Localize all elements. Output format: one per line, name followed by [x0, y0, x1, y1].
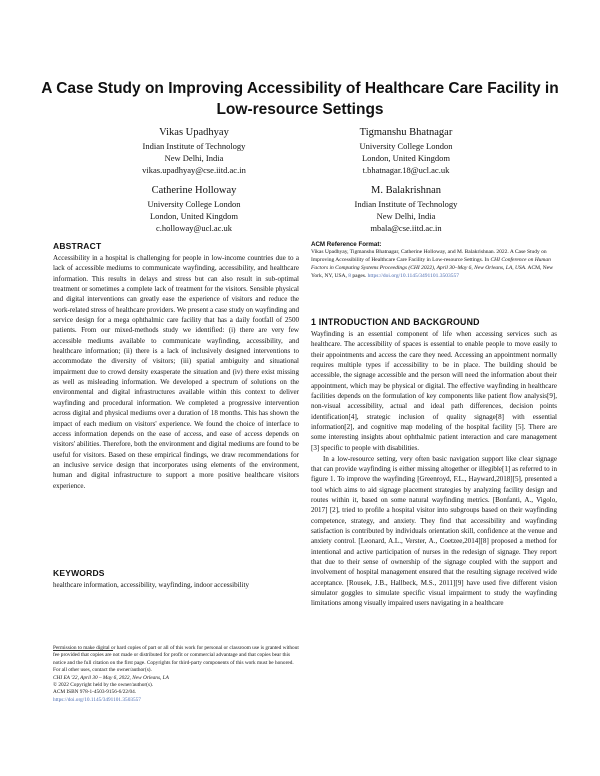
- author-email: mbala@cse.iitd.ac.in: [370, 223, 442, 234]
- reference-doi-link[interactable]: https://doi.org/10.1145/3491101.3503557: [367, 272, 459, 279]
- author-location: London, United Kingdom: [361, 153, 451, 164]
- author-location: New Delhi, India: [164, 153, 224, 164]
- intro-paragraph-2: In a low-resource setting, very often basic navigation support like clear signage that can provide wayfinding is either missing altogether or illegible[1] as referred to in figure 1. To improve the wayfinding [Greenroyd, F.L., Hayward,2018][5], presented a tool which aims to aid signage placement strategies by analyzing facility design and routes within it, based on some natural wayfinding metrics. [Bonfanti, A., Vigolo, 2017] [2], tried to profile a hospital visitor into subgroups based on their wayfinding competence, strategy, and anxiety. They find that accessibility and wayfinding satisfaction is contributed by individuals orientation skill, confidence at the venue and anxiety control. [Leonard, A.L., Verster, A., Coetzee,2014][8] proposed a method for intentional and active participation of nurses in the redesign of signage. They report that due to their sense of ownership of the signage coupled with the support and involvement of hospital management ensured that the resulting signage received wide acceptance. [Rousek, J.B., Hallbeck, M.S., 2011][9] have used five different vision simulator goggles to simulate specific visual impairment to study the wayfinding limitations among visually impaired users navigating in a healthcare: [311, 454, 557, 608]
- pages-link[interactable]: 8: [348, 272, 351, 279]
- author-name: Tigmanshu Bhatnagar: [359, 127, 453, 138]
- author-block: [296, 184, 516, 235]
- author-block: [84, 126, 304, 177]
- author-affiliation: University College London: [359, 141, 453, 151]
- permission-text: Permission to make digital or hard copies of part or all of this work for personal or classroom use is granted without fee provided that copies are not made or distributed for profit or commercial advantage and that copies bear this notice and the full citation on the first page. Copyrights for third-party components of this work must be honored. For all other uses, contact the owner/author(s).: [53, 645, 299, 674]
- author-name: Catherine Holloway: [151, 185, 237, 196]
- abstract-section: [53, 240, 299, 491]
- author-name: Vikas Upadhyay: [159, 127, 229, 138]
- paper-title: A Case Study on Improving Accessibility of Healthcare Care Facility in Low-resource Settings: [41, 80, 559, 118]
- keywords-heading: KEYWORDS: [53, 568, 105, 578]
- author-email: c.holloway@ucl.ac.uk: [155, 223, 233, 234]
- acm-reference-block: [311, 240, 557, 281]
- author-block: [84, 184, 304, 235]
- keywords-text: healthcare information, accessibility, wayfinding, indoor accessibility: [53, 581, 250, 589]
- section-heading: 1 INTRODUCTION AND BACKGROUND: [311, 317, 480, 327]
- isbn-line: ACM ISBN 978-1-4503-9156-6/22/04.: [53, 689, 137, 696]
- author-affiliation: Indian Institute of Technology: [142, 141, 246, 151]
- keywords-section: [53, 567, 299, 590]
- author-block: [296, 126, 516, 177]
- author-location: London, United Kingdom: [149, 211, 239, 222]
- introduction-section: [311, 316, 557, 609]
- conference-line: CHI EA '22, April 30 – May 6, 2022, New Orleans, LA: [53, 674, 169, 681]
- acm-reference-heading: ACM Reference Format:: [311, 241, 382, 248]
- copyright-line: © 2022 Copyright held by the owner/author(s).: [53, 682, 154, 689]
- abstract-text: Accessibility in a hospital is challenging for people in low-income countries due to a lack of accessible mediums to communicate wayfinding, accessibility, and healthcare information. This results in delays and stress but can also result in sub-optimal treatment or sometimes a complete lack of treatment for the visitors. Sensible physical and digital interventions can greatly ease the experience of visitors and reduce the work-related stress of healthcare providers. We present a case study on wayfinding and service design for a mega ophthalmic care facility that has a daily footfall of 2500 patients. From our mixed-methods study we identified: (i) there are very few accessible mediums available to communicate wayfinding, accessibility, and healthcare information; (ii) there is a lack of inclusively designed interventions to accommodate the diversity of visitors; (iii) spatial ambiguity and situational impairment due to crowd density exasperate the situation and (iv) there exist missing as well as misleading information. We developed a spectrum of solutions on the environmental and digital infrastructures available within this context to deliver wayfinding and procedural information. We completed a progressive intervention across digital and physical mediums over a duration of 18 months. This has shown the impact of each medium on visitors' experience. We found the choice of interface to access information depends on the ease of access, and ease of access depends on visitors' abilities. Therefore, both the environment and digital mediums are found to be useful for visitors. Based on these empirical findings, we draw recommendations for an inclusive service design that incorporates using elements of the environment, human and digital infrastructure to support a more positive healthcare visitors experience.: [53, 254, 299, 490]
- author-affiliation: University College London: [147, 199, 241, 209]
- author-name: M. Balakrishnan: [371, 185, 441, 196]
- author-email: t.bhatnagar.18@ucl.ac.uk: [362, 165, 450, 176]
- abstract-heading: ABSTRACT: [53, 241, 102, 251]
- author-affiliation: Indian Institute of Technology: [354, 199, 458, 209]
- intro-paragraph-1: Wayfinding is an essential component of life when accessing services such as healthcare. The accessibility of spaces is essential to enable people to move easily to their appointments and access the care they need. Accessing an appointment normally requires multiple types if accessibility to be in place. The building should be accessible, the signage accessible and the person will need the information about their appointment, which may be physical or digital. The effective wayfinding in healthcare facilities depends on the formulation of key components like patient flow analysis[9], non-visual accessibility, actual and ideal path differences, decision points identification[4], strategic inclusion of quality signage[8] with essential information[2], and cognitive map modeling of the hospital facility [5]. There are some interesting insights about ophthalmic patient interaction and care management [3] specific to people with disabilities.: [311, 330, 557, 452]
- permission-block: [53, 645, 299, 704]
- footnote-rule: [53, 650, 113, 651]
- acm-reference-text: Vikas Upadhyay, Tigmanshu Bhatnagar, Catherine Holloway, and M. Balakrishnan. 2022. A Case Study on Improving Accessibility of Healthcare Care Facility in Low-resource Settings. In CHI Conference on Human Factors in Computing Systems Proceedings (CHI 2022), April 30–May 6, New Orleans, LA, USA. ACM, New York, NY, USA, 8 pages. https://doi.org/10.1145/3491101.3503557: [311, 249, 554, 279]
- doi-link[interactable]: https://doi.org/10.1145/3491101.3503557: [53, 696, 141, 703]
- author-location: New Delhi, India: [376, 211, 436, 222]
- author-email: vikas.upadhyay@cse.iitd.ac.in: [142, 165, 246, 176]
